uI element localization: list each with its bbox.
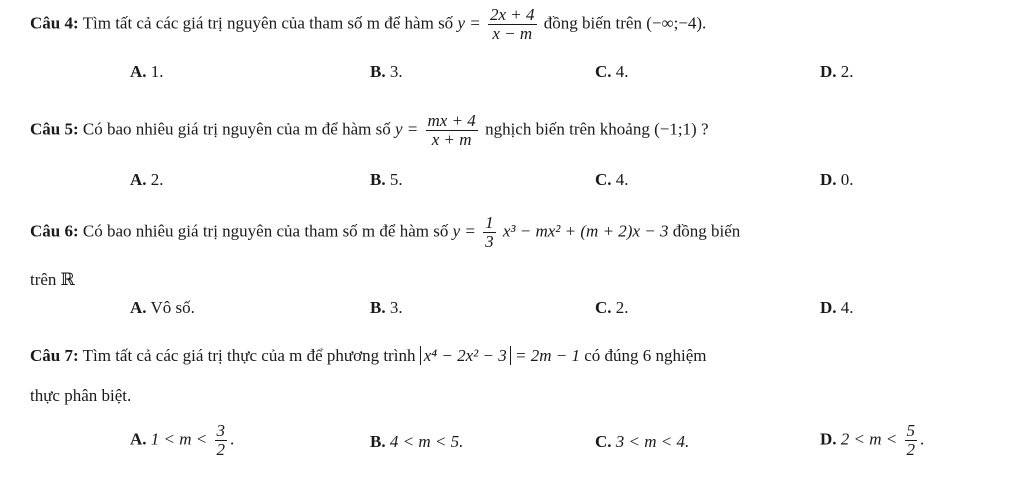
- q6-label: Câu 6: [30, 221, 73, 241]
- q4-text: Tìm tất cả các giá trị nguyên của tham số m để hàm số: [82, 13, 454, 33]
- q4-label: Câu 4: [30, 13, 73, 33]
- q5-suffix: nghịch biến trên khoảng (−1;1) ?: [485, 119, 709, 139]
- q6-option-d[interactable]: D. 4.: [820, 298, 854, 317]
- q7-option-a[interactable]: A. 1 < m < $\frac{3}{2}$ .: [130, 421, 235, 459]
- q7-option-d[interactable]: D. 2 < m < $\frac{5}{2}$ .: [820, 421, 925, 459]
- q7-abs-expression: x⁴ − 2x² − 3: [420, 346, 511, 365]
- q6-options: [0, 298, 1024, 322]
- q6-suffix: đồng biến: [672, 221, 741, 241]
- q7-option-b[interactable]: B. 4 < m < 5.: [370, 432, 464, 451]
- q4-denominator: x − m: [492, 23, 533, 43]
- q6-line2: trên ℝ: [30, 270, 75, 289]
- q5-label: Câu 5: [30, 119, 73, 139]
- q5-option-a[interactable]: A. 2.: [130, 170, 164, 189]
- q7-label: Câu 7: [30, 346, 73, 365]
- q5-denominator: x + m: [431, 129, 472, 149]
- q4-formula-prefix: y =: [457, 13, 481, 33]
- q4-fraction: [488, 6, 537, 43]
- q4-suffix: đồng biến trên (−∞;−4).: [543, 13, 707, 33]
- q4-option-d[interactable]: D. 2.: [820, 62, 854, 81]
- q7-rhs: = 2m − 1: [514, 346, 580, 365]
- question-6: Câu 6: Có bao nhiêu giá trị nguyên của tham số m để hàm số y = $\frac{1}{3}$ x³ − mx² + (m + 2)x − 3 đồng biến: [30, 213, 741, 251]
- q7-text: Tìm tất cả các giá trị thực của m để phương trình: [82, 346, 416, 365]
- q5-text: Có bao nhiêu giá trị nguyên của m để hàm số: [82, 119, 391, 139]
- q4-numerator: 2x + 4: [489, 5, 535, 24]
- q5-option-c[interactable]: C. 4.: [595, 170, 629, 189]
- q7-line2: thực phân biệt.: [30, 386, 132, 405]
- q6-option-c[interactable]: C. 2.: [595, 298, 629, 317]
- q5-formula-prefix: y =: [394, 119, 419, 139]
- q6-formula-rest: x³ − mx² + (m + 2)x − 3: [502, 221, 669, 241]
- q6-option-b[interactable]: B. 3.: [370, 298, 403, 317]
- question-5: Câu 5: Có bao nhiêu giá trị nguyên của m để hàm số y = $\frac{mx + 4}{x + m}$ nghịch biến trên khoảng (−1;1) ?: [30, 111, 709, 149]
- q7-options: [0, 422, 1024, 466]
- q4-options: [0, 62, 1024, 86]
- q5-fraction: [426, 112, 478, 149]
- q5-option-d[interactable]: D. 0.: [820, 170, 854, 189]
- q6-denominator: 3: [485, 231, 494, 251]
- q5-options: [0, 170, 1024, 194]
- q4-option-a[interactable]: A. 1.: [130, 62, 164, 81]
- q6-text: Có bao nhiêu giá trị nguyên của tham số m để hàm số: [82, 221, 449, 241]
- q5-option-b[interactable]: B. 5.: [370, 170, 403, 189]
- q4-option-c[interactable]: C. 4.: [595, 62, 629, 81]
- question-7: Câu 7: Tìm tất cả các giá trị thực của m để phương trình x⁴ − 2x² − 3 = 2m − 1 có đúng 6 nghiệm: [30, 346, 707, 365]
- q7-suffix: có đúng 6 nghiệm: [584, 346, 707, 365]
- q7-option-c[interactable]: C. 3 < m < 4.: [595, 432, 690, 451]
- q6-fraction: [483, 214, 496, 251]
- q6-formula-prefix: y =: [452, 221, 476, 241]
- question-4: Câu 4: Tìm tất cả các giá trị nguyên của tham số m để hàm số y = $\frac{2x + 4}{x - m}$ đồng biến trên (−∞;−4).: [30, 5, 707, 43]
- q5-numerator: mx + 4: [427, 111, 476, 130]
- q6-numerator: 1: [485, 213, 494, 232]
- q6-option-a[interactable]: A. Vô số.: [130, 298, 195, 317]
- q4-option-b[interactable]: B. 3.: [370, 62, 403, 81]
